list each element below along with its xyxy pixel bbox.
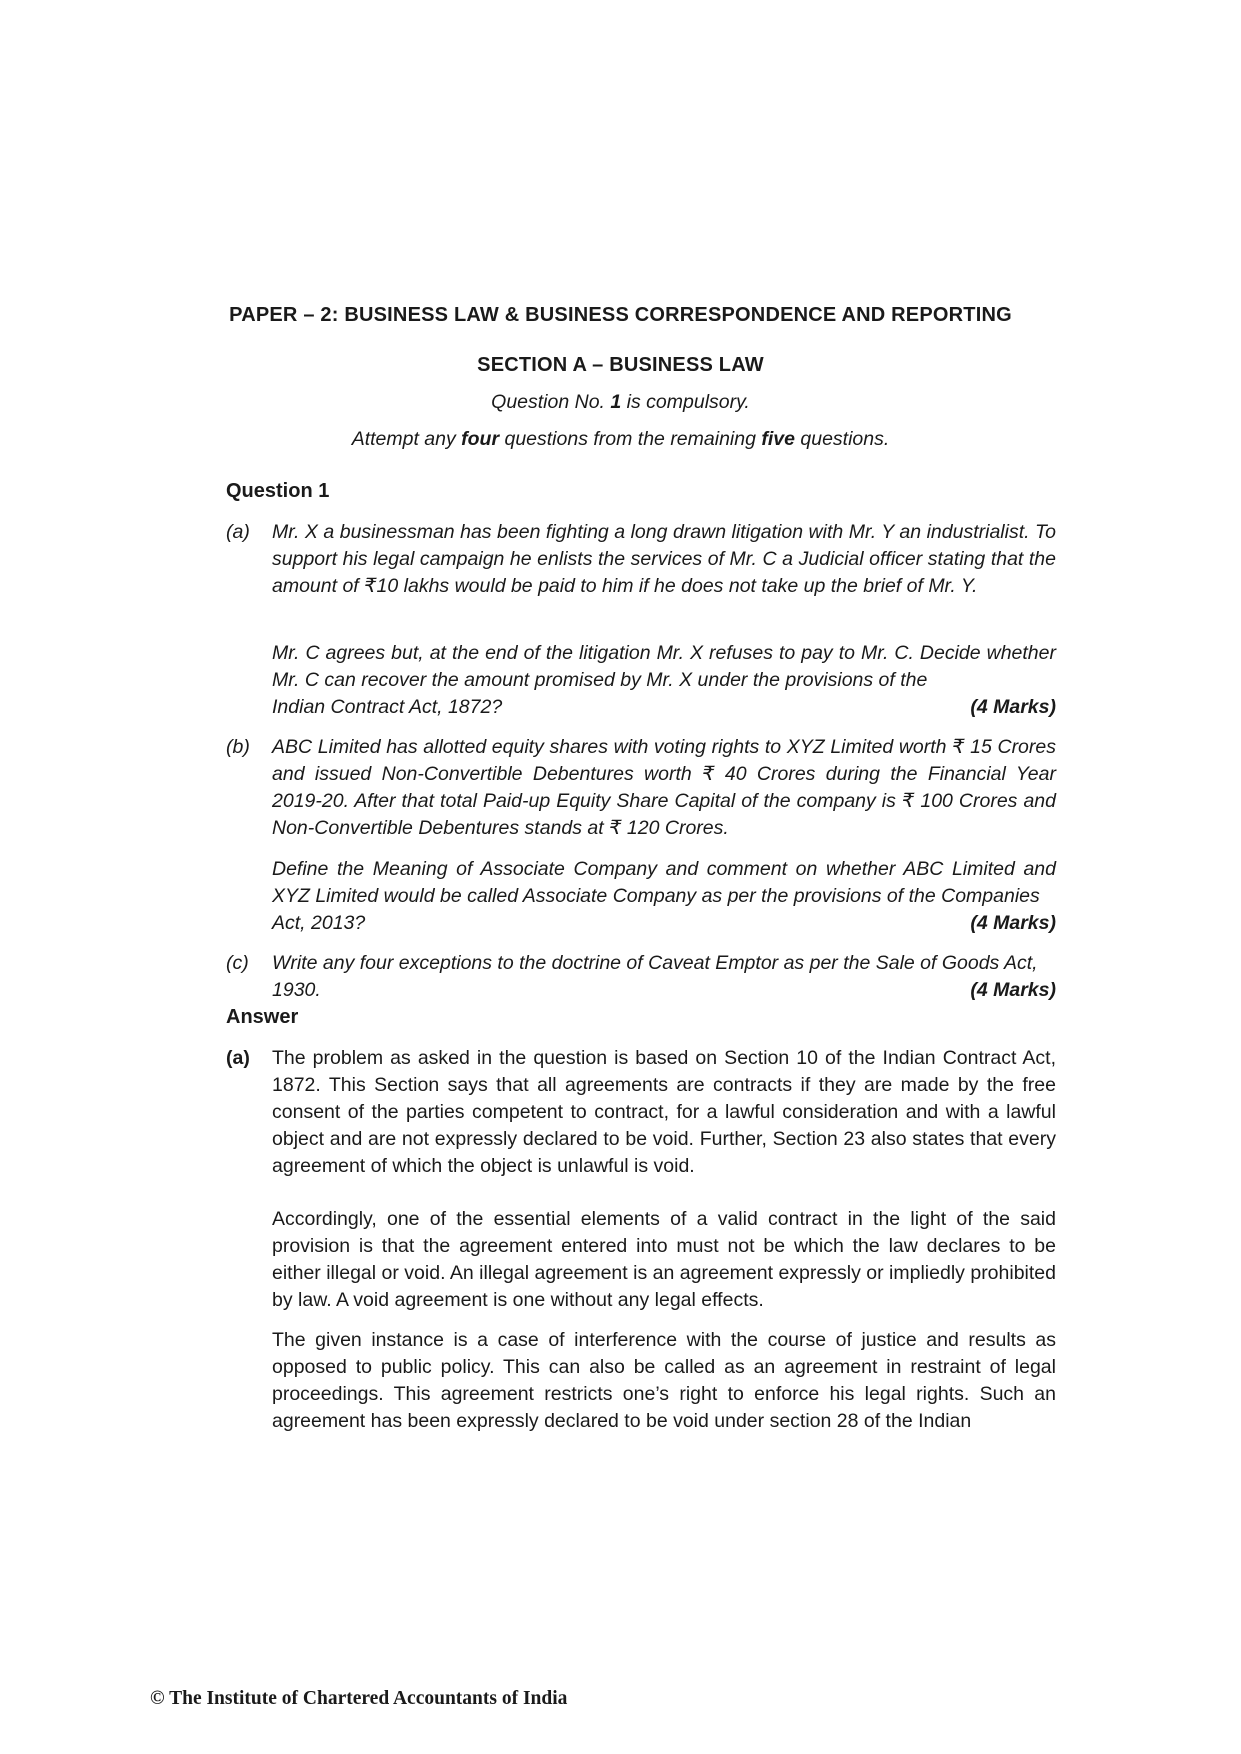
section-title: SECTION A – BUSINESS LAW <box>477 354 764 376</box>
question-1b-text-2: Define the Meaning of Associate Company and comment on whether ABC Limited and XYZ Limited would be called Associate Company as per the provisions of the Companies <box>272 858 1056 907</box>
question-1a <box>226 519 1056 600</box>
answer-a-paragraph-3: The given instance is a case of interference with the course of justice and results as opposed to public policy. This can also be called as an agreement in restraint of legal proceedings. This agreement restricts one’s right to enforce his legal rights. Such an agreement has been expressly declared to be void under section 28 of the Indian <box>272 1329 1056 1432</box>
answer-heading: Answer <box>226 1006 299 1028</box>
question-1a-text-2-end: Indian Contract Act, 1872? <box>272 696 503 718</box>
instruction-compulsory: Question No. 1 is compulsory. <box>491 391 750 413</box>
question-1b-text: ABC Limited has allotted equity shares with voting rights to XYZ Limited worth ₹ 15 Crores and issued Non-Convertible Debentures worth ₹ 40 Crores during the Financial Year 2019-20. After that total Paid-up Equity Share Capital of the company is ₹ 100 Crores and Non-Convertible Debentures stands at ₹ 120 Crores. <box>272 736 1056 839</box>
marks-label: (4 Marks) <box>970 979 1056 1001</box>
answer-a-paragraph-1: The problem as asked in the question is based on Section 10 of the Indian Contract Act, 1872. This Section says that all agreements are contracts if they are made by the free consent of the parties competent to contract, for a lawful consideration and with a lawful object and are not expressly declared to be void. Further, Section 23 also states that every agreement of which the object is unlawful is void. <box>272 1047 1056 1177</box>
paper-title: PAPER – 2: BUSINESS LAW & BUSINESS CORRESPONDENCE AND REPORTING <box>229 304 1012 326</box>
copyright-footer: © The Institute of Chartered Accountants of India <box>150 1688 568 1709</box>
answer-a <box>226 1045 1056 1180</box>
marks-label: (4 Marks) <box>970 912 1056 934</box>
question-1a-text: Mr. X a businessman has been fighting a long drawn litigation with Mr. Y an industrialist. To support his legal campaign he enlists the services of Mr. C a Judicial officer stating that the amount of ₹10 lakhs would be paid to him if he does not take up the brief of Mr. Y. <box>272 521 1056 597</box>
question-1b-paragraph-2 <box>272 856 1056 937</box>
question-heading: Question 1 <box>226 480 330 502</box>
question-1c-text-end: 1930. <box>272 979 321 1001</box>
item-label: (c) <box>226 952 249 974</box>
marks-label: (4 Marks) <box>970 696 1056 718</box>
question-1b <box>226 734 1056 842</box>
item-label: (a) <box>226 521 250 543</box>
item-label: (a) <box>226 1047 250 1069</box>
instruction-attempt: Attempt any four questions from the remaining five questions. <box>351 428 890 450</box>
question-1a-text-2: Mr. C agrees but, at the end of the litigation Mr. X refuses to pay to Mr. C. Decide whether Mr. C can recover the amount promised by Mr. X under the provisions of the <box>272 642 1056 691</box>
question-1c-text: Write any four exceptions to the doctrine of Caveat Emptor as per the Sale of Goods Act, <box>272 952 1038 974</box>
answer-a-paragraph-2: Accordingly, one of the essential elements of a valid contract in the light of the said provision is that the agreement entered into must not be which the law declares to be either illegal or void. An illegal agreement is an agreement expressly or impliedly prohibited by law. A void agreement is one without any legal effects. <box>272 1208 1056 1311</box>
question-1a-paragraph-2 <box>272 640 1056 721</box>
item-label: (b) <box>226 736 250 758</box>
question-1b-text-2-end: Act, 2013? <box>272 912 366 934</box>
question-1c <box>226 950 1056 1004</box>
